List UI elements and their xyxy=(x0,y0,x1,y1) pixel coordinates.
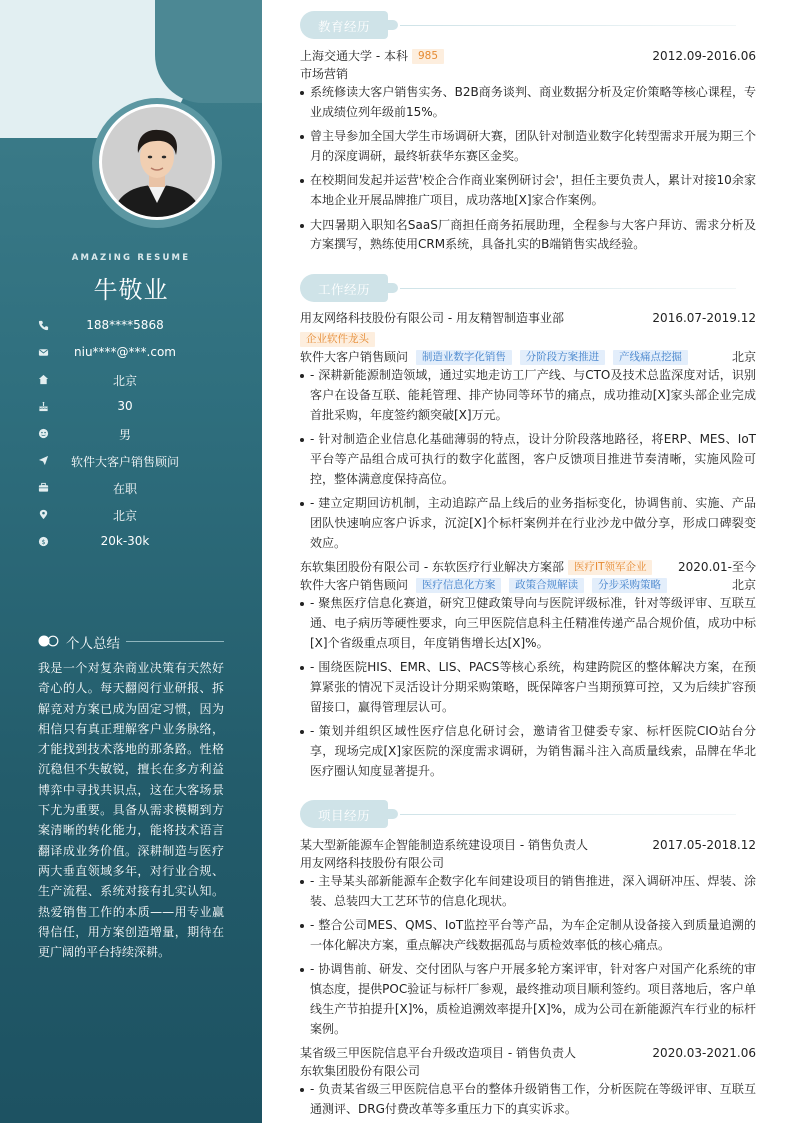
projects-title: 项目经历 xyxy=(318,808,371,823)
candidate-name: 牛敬业 xyxy=(93,276,169,304)
skill-tag: 分步采购策略 xyxy=(592,578,667,593)
hometown-value: 北京 xyxy=(112,374,137,388)
job-company: 用友网络科技股份有限公司 - 用友精智制造事业部 xyxy=(300,311,564,325)
age-value: 30 xyxy=(117,399,133,413)
project-bullets xyxy=(300,872,756,1044)
job-role: 软件大客户销售顾问 xyxy=(300,350,409,364)
list-item: - 协调售前、研发、交付团队与客户开展多轮方案评审，针对客户对国产化系统的审慎态度，提供POC验证与标杆厂参观，最终推动项目顺利签约。项目落地后，客户单线生产节拍提升[X]%，质检追溯效率提升[X]%，成为公司在新能源汽车行业的标杆案例。 xyxy=(300,960,756,1039)
summary-text: 我是一个对复杂商业决策有天然好奇心的人。每天翻阅行业研报、拆解竞对方案已成为固定习惯，因为相信只有真正理解客户业务脉络，才能找到技术落地的那条路。性格沉稳但不失敏锐，擅长在多方利益博弈中寻找共识点，这在大客场景下尤为重要。具备从需求模糊到方案清晰的转化能力，能将技术语言翻译成业务价值。深耕制造与医疗两大垂直领域多年，对行业合规、生产流程、系统对接有扎实认知。热爱销售工作的本质——用专业赢得信任，用方案创造增量，期待在更广阔的平台持续深耕。 xyxy=(38,661,224,960)
salary-value: 20k-30k xyxy=(100,534,150,548)
info-home xyxy=(0,370,262,397)
list-item: - 针对制造企业信息化基础薄弱的特点，设计分阶段落地路径，将ERP、MES、IoT平台等产品组合成可执行的数字化蓝图，客户反馈项目推进节奏清晰，实施风险可控，整体满意度保持高位。 xyxy=(300,430,756,489)
city-value: 北京 xyxy=(112,509,137,523)
list-item: 在校期间发起并运营'校企合作商业案例研讨会'，担任主要负责人，累计对接10余家本地企业开展品牌推广项目，成功落地[X]家合作案例。 xyxy=(300,171,756,211)
job-company-row xyxy=(300,309,756,327)
job-period: 2020.01-至今 xyxy=(678,560,756,574)
skill-tag: 制造业数字化销售 xyxy=(416,350,512,365)
company-tag: 企业软件龙头 xyxy=(300,332,375,347)
sidebar xyxy=(0,0,262,1123)
job-period: 2016.07-2019.12 xyxy=(652,311,756,325)
project-period: 2017.05-2018.12 xyxy=(652,838,756,852)
status-value: 在职 xyxy=(112,482,137,496)
list-item: - 聚焦医疗信息化赛道，研究卫健政策导向与医院评级标准，针对等级评审、互联互通、电子病历等硬性要求，向三甲医院信息科主任精准传递产品合规价值，成功中标[X]个省级重点项目，年度销售增长达[X]%。 xyxy=(300,594,756,653)
project-name-row xyxy=(300,836,756,854)
school-badge: 985 xyxy=(412,49,444,64)
decorative-shape xyxy=(155,0,262,103)
education-period: 2012.09-2016.06 xyxy=(652,49,756,63)
summary-header xyxy=(38,631,228,651)
list-item: - 整合公司MES、QMS、IoT监控平台等产品，为车企定制从设备接入到质量追溯的一体化解决方案，重点解决产线数据孤岛与质检效率低的核心痛点。 xyxy=(300,916,756,956)
skill-tag: 政策合规解读 xyxy=(509,578,584,593)
project-org-row xyxy=(300,854,756,872)
list-item: - 主导某头部新能源车企数字化车间建设项目的销售推进，深入调研冲压、焊装、涂装、总装四大工艺环节的信息化现状。 xyxy=(300,872,756,912)
section-rule xyxy=(400,814,736,815)
projects-section-header xyxy=(300,800,756,828)
education-school-row xyxy=(300,47,756,65)
skill-tag: 分阶段方案推进 xyxy=(520,350,606,365)
list-item: 系统修读大客户销售实务、B2B商务谈判、商业数据分析及定价策略等核心课程，专业成绩位列年级前15%。 xyxy=(300,83,756,123)
project-org: 东软集团股份有限公司 xyxy=(300,1064,421,1078)
avatar xyxy=(99,104,215,220)
project-org-row xyxy=(300,1062,756,1080)
job-city: 北京 xyxy=(731,578,756,592)
info-age xyxy=(0,397,262,424)
job-role-row xyxy=(300,576,756,594)
info-email xyxy=(0,343,262,370)
section-rule xyxy=(400,288,736,289)
info-salary xyxy=(0,532,262,559)
contact-info-list xyxy=(0,316,262,559)
skill-tag: 医疗信息化方案 xyxy=(416,578,502,593)
job-company-tag-row xyxy=(300,330,756,348)
project-name: 某省级三甲医院信息平台升级改造项目 - 销售负责人 xyxy=(300,1046,576,1060)
list-item: - 深耕新能源制造领域，通过实地走访工厂产线、与CTO及技术总监深度对话，识别客户在设备互联、能耗管理、排产协同等环节的痛点，成功推动[X]家头部企业完成首批采购，年度签约额突破[X]万元。 xyxy=(300,366,756,425)
section-rule xyxy=(400,25,736,26)
job-role: 软件大客户销售顾问 xyxy=(300,578,409,592)
work-section-header xyxy=(300,274,756,302)
info-phone xyxy=(0,316,262,343)
avatar-photo xyxy=(102,107,212,217)
list-item: 大四暑期入职知名SaaS厂商担任商务拓展助理，全程参与大客户拜访、需求分析及方案撰写，熟练使用CRM系统，具备扎实的B端销售实战经验。 xyxy=(300,216,756,256)
info-position xyxy=(0,451,262,478)
project-name-row xyxy=(300,1044,756,1062)
education-major-row xyxy=(300,65,756,83)
svg-text:$: $ xyxy=(40,537,46,546)
education-bullets xyxy=(300,83,756,260)
job-role-row xyxy=(300,348,756,366)
job-city: 北京 xyxy=(731,350,756,364)
gender-value: 男 xyxy=(118,428,131,442)
job-bullets xyxy=(300,594,756,786)
info-city xyxy=(0,505,262,532)
info-status xyxy=(0,478,262,505)
summary-title: 个人总结 xyxy=(66,636,120,652)
summary-divider xyxy=(126,641,224,642)
email-value: niu****@***.com xyxy=(74,345,176,359)
project-period: 2020.03-2021.06 xyxy=(652,1046,756,1060)
list-item: 曾主导参加全国大学生市场调研大赛，团队针对制造业数字化转型需求开展为期三个月的深度调研，最终斩获华东赛区金奖。 xyxy=(300,127,756,167)
project-org: 用友网络科技股份有限公司 xyxy=(300,856,445,870)
job-bullets xyxy=(300,366,756,558)
project-name: 某大型新能源车企智能制造系统建设项目 - 销售负责人 xyxy=(300,838,588,852)
work-title: 工作经历 xyxy=(318,282,371,297)
major-name: 市场营销 xyxy=(300,67,349,81)
list-item: - 建立定期回访机制，主动追踪产品上线后的业务指标变化，协调售前、实施、产品团队快速响应客户诉求，沉淀[X]个标杆案例并在行业沙龙中做分享，形成口碑裂变效应。 xyxy=(300,494,756,553)
list-item: - 围绕医院HIS、EMR、LIS、PACS等核心系统，构建跨院区的整体解决方案，在预算紧张的情况下灵活设计分期采购策略，既保障客户当期预算可控，又为后续扩容预留接口，赢得管理层认可。 xyxy=(300,658,756,717)
skill-tag: 产线痛点挖掘 xyxy=(613,350,688,365)
job-company: 东软集团股份有限公司 - 东软医疗行业解决方案部 xyxy=(300,560,564,574)
job-company-row xyxy=(300,558,756,576)
list-item: - 负责某省级三甲医院信息平台的整体升级销售工作，分析医院在等级评审、互联互通测评、DRG付费改革等多重压力下的真实诉求。 xyxy=(300,1080,756,1120)
school-name: 上海交通大学 - 本科 xyxy=(300,49,408,63)
education-title: 教育经历 xyxy=(318,19,371,34)
list-item: - 策划并组织区域性医疗信息化研讨会，邀请省卫健委专家、标杆医院CIO站台分享，现场完成[X]家医院的深度需求调研，为销售漏斗注入高质量线索，品牌在华北医疗圈认知度显著提升。 xyxy=(300,722,756,781)
phone-value: 188****5868 xyxy=(86,318,164,332)
position-value: 软件大客户销售顾问 xyxy=(70,455,179,469)
toggle-dots-icon xyxy=(38,635,60,647)
education-section-header xyxy=(300,11,756,39)
resume-tagline: AMAZING RESUME xyxy=(71,253,191,263)
company-tag: 医疗IT领军企业 xyxy=(568,560,653,575)
project-bullets xyxy=(300,1080,756,1123)
info-gender xyxy=(0,424,262,451)
